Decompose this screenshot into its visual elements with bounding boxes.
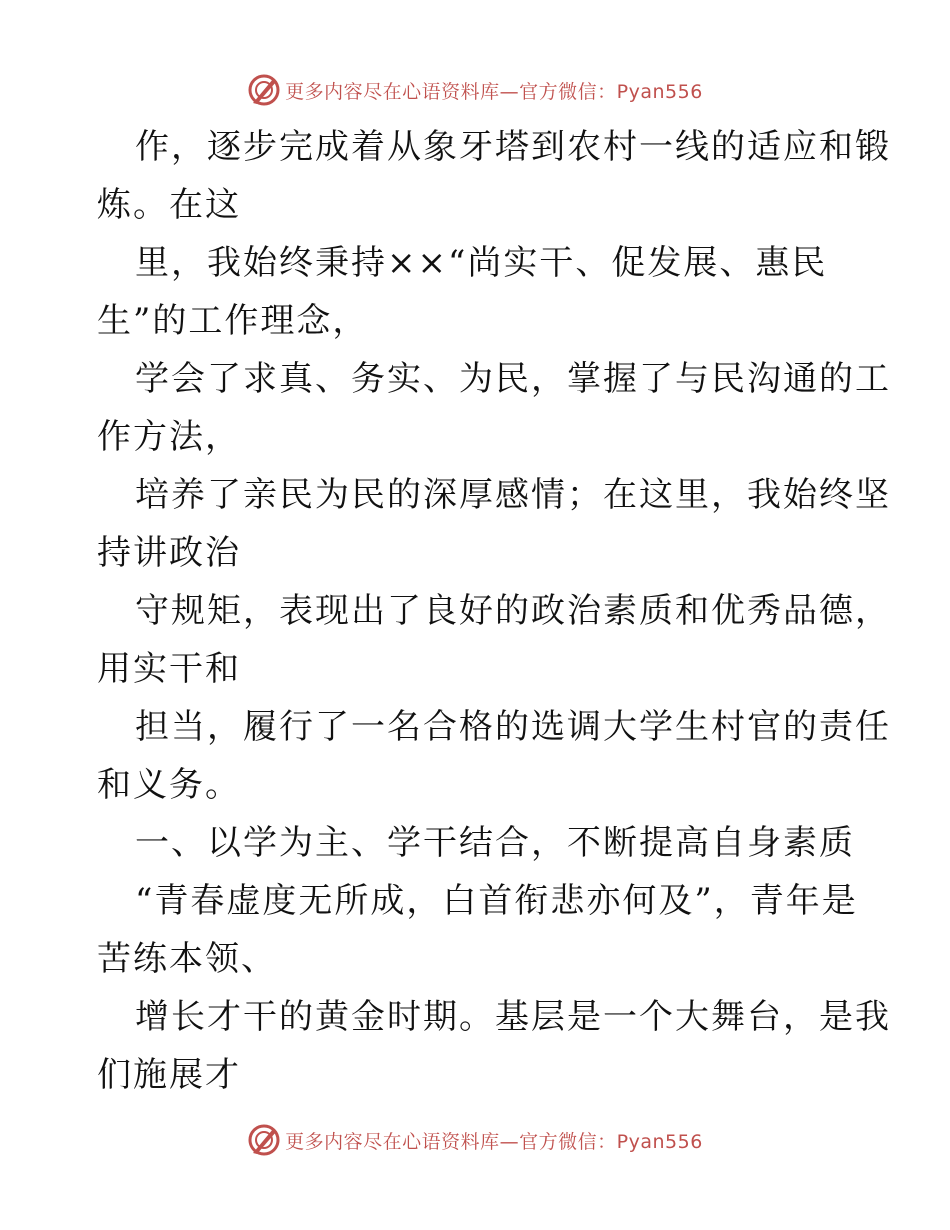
text-line: 里，我始终秉持××“尚实干、促发展、惠民 xyxy=(135,243,828,283)
text-line: 一、以学为主、学干结合，不断提高自身素质 xyxy=(135,823,855,863)
text-line: 培养了亲民为民的深厚感情；在这里，我始终坚 xyxy=(135,475,891,515)
header-banner-text: 更多内容尽在心语资料库—官方微信：Pyan556 xyxy=(285,80,703,103)
quill-pen-logo-icon xyxy=(247,1123,281,1157)
text-line: 守规矩，表现出了良好的政治素质和优秀品德， xyxy=(135,591,891,631)
text-line: 苦练本领、 xyxy=(97,939,277,979)
document-body xyxy=(97,118,891,1104)
text-line: 炼。在这 xyxy=(97,185,241,225)
text-line: 作，逐步完成着从象牙塔到农村一线的适应和锻 xyxy=(135,127,891,167)
quill-pen-logo-icon xyxy=(247,73,281,107)
footer-banner-text: 更多内容尽在心语资料库—官方微信：Pyan556 xyxy=(285,1130,703,1153)
text-line: 和义务。 xyxy=(97,765,241,805)
text-line: 持讲政治 xyxy=(97,533,241,573)
text-line: 担当，履行了一名合格的选调大学生村官的责任 xyxy=(135,707,891,747)
footer-banner xyxy=(0,1120,950,1160)
text-line: 用实干和 xyxy=(97,649,241,689)
text-line: 生”的工作理念， xyxy=(97,301,369,341)
text-line: 学会了求真、务实、为民，掌握了与民沟通的工 xyxy=(135,359,891,399)
header-banner xyxy=(0,70,950,110)
text-line: “青春虚度无所成，白首衔悲亦何及”，青年是 xyxy=(135,881,858,921)
text-line: 们施展才 xyxy=(97,1055,241,1095)
text-line: 作方法， xyxy=(97,417,241,457)
text-line: 增长才干的黄金时期。基层是一个大舞台，是我 xyxy=(135,997,891,1037)
